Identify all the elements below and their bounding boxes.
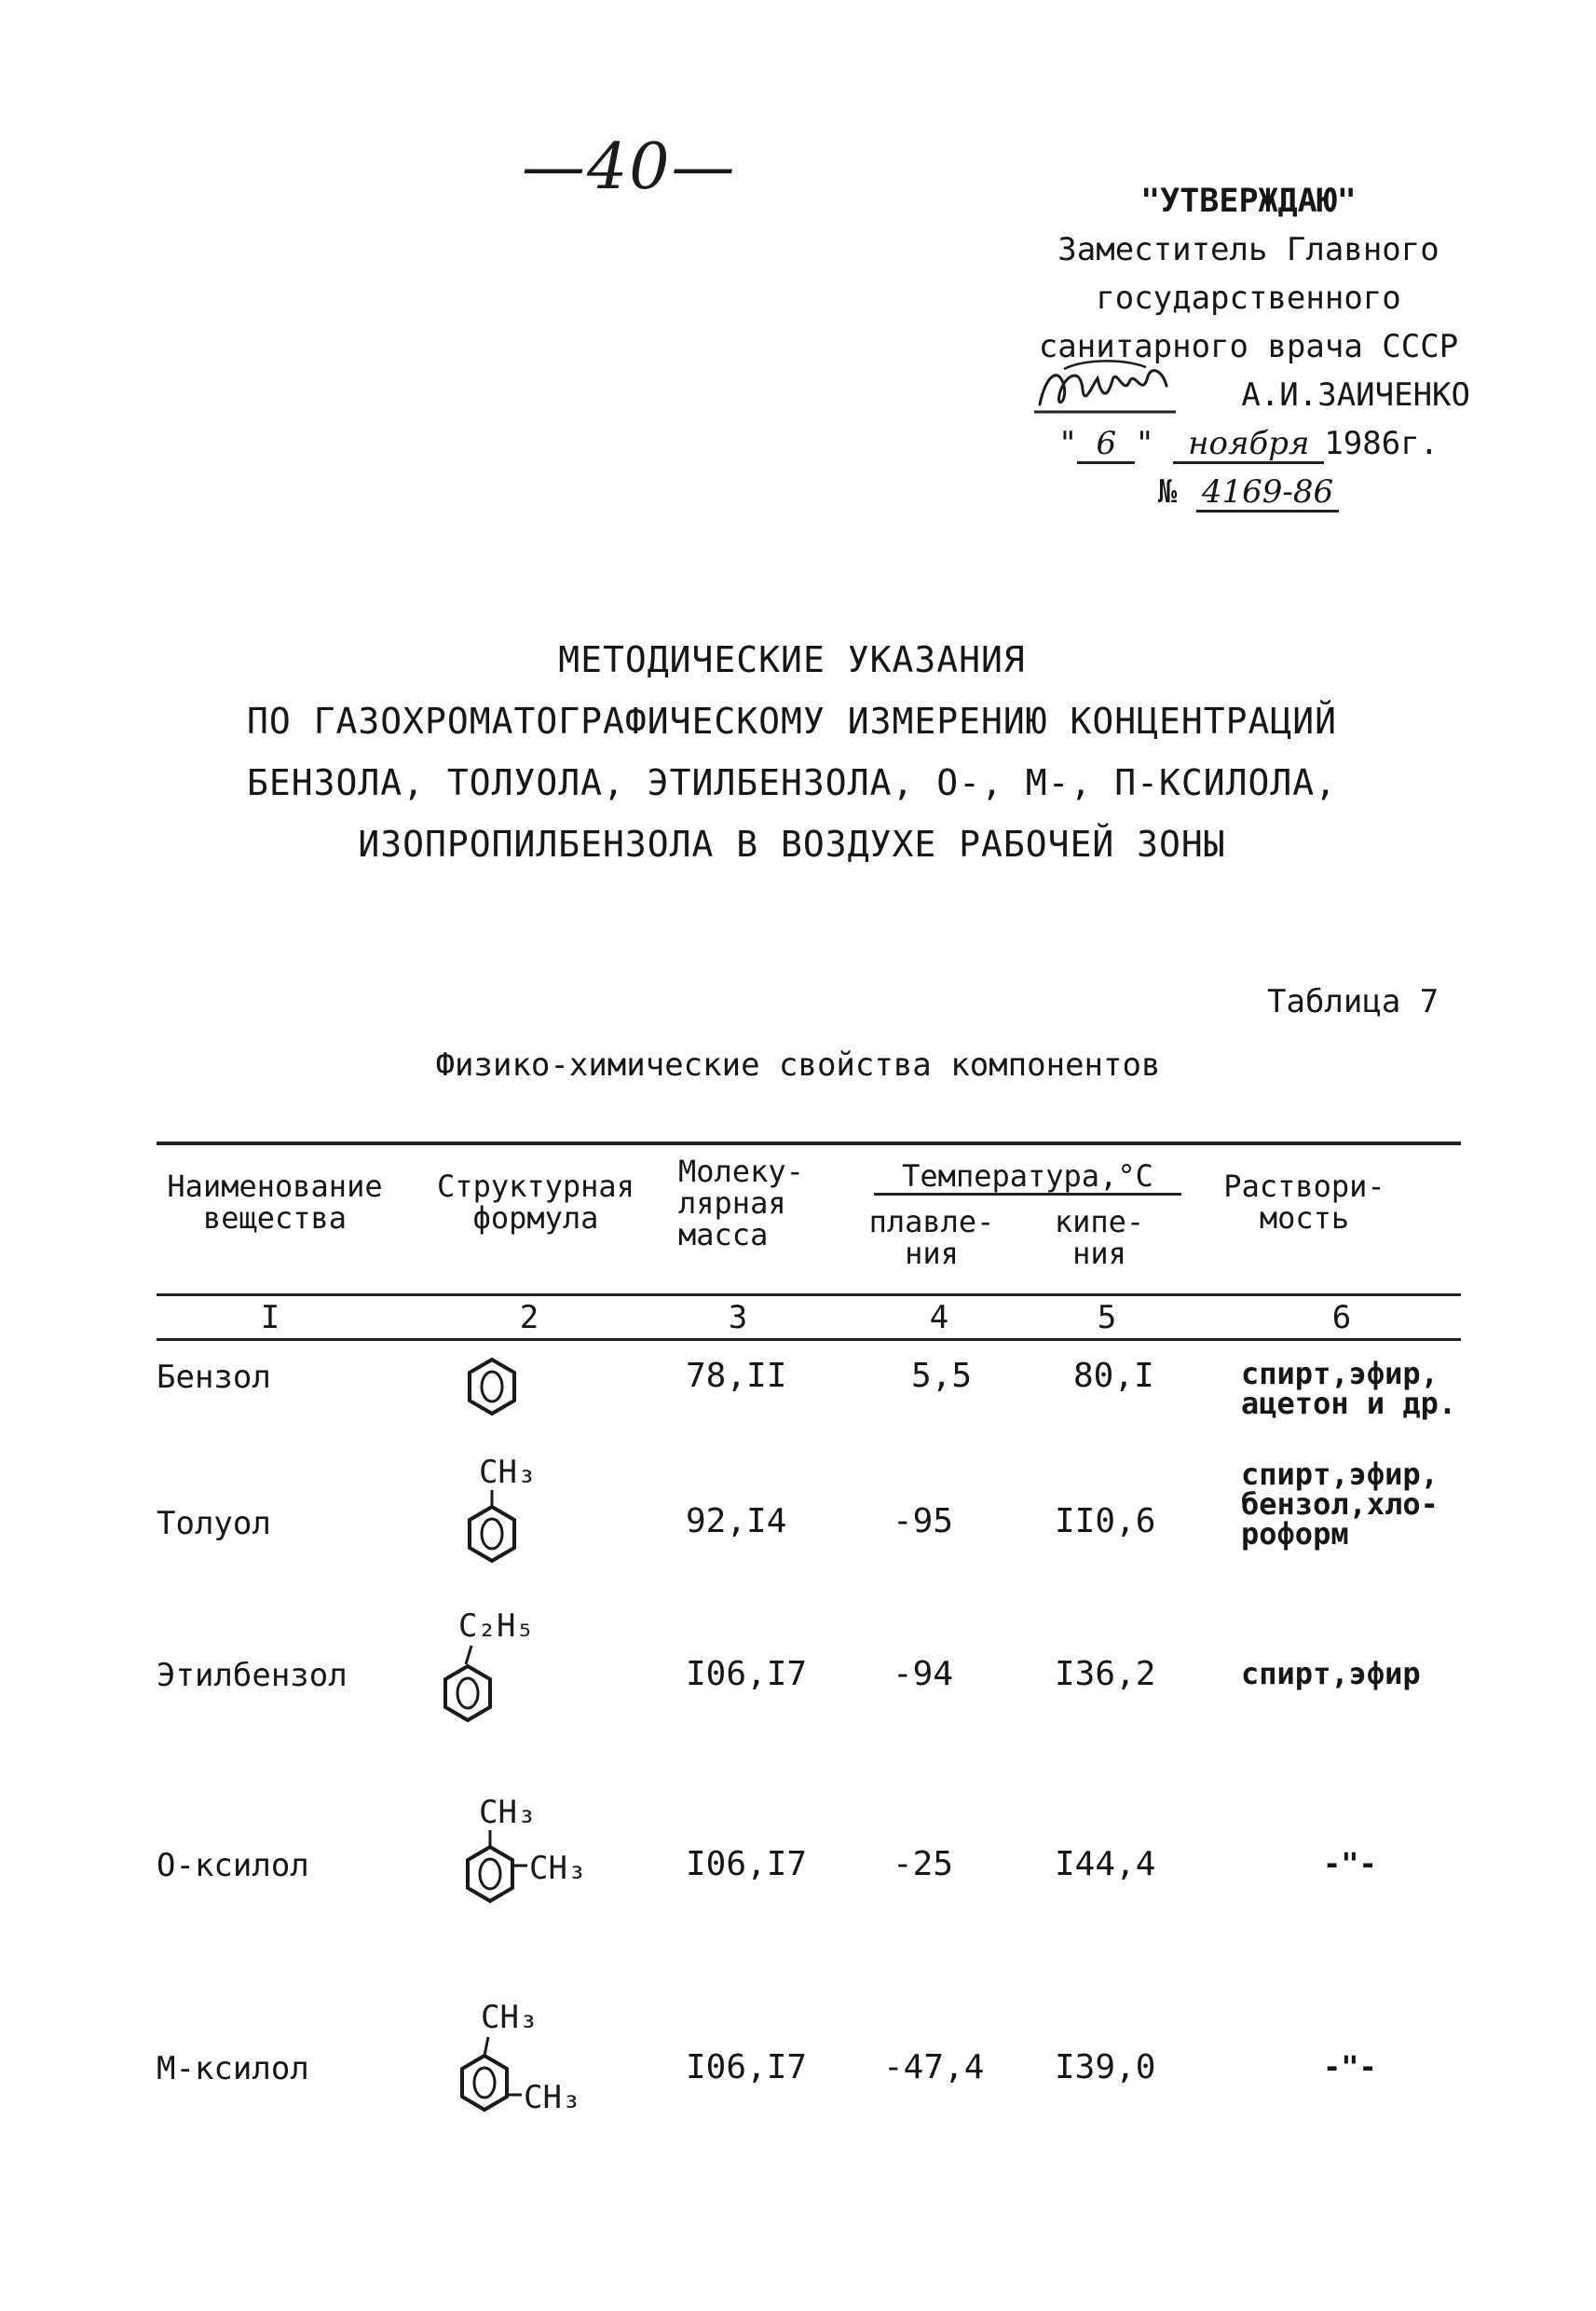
row-boiling-o-xylene: I44,4 xyxy=(1055,1845,1156,1883)
formula-group-label: CH₃ xyxy=(529,1850,587,1887)
column-number-1: I xyxy=(260,1299,280,1336)
column-number-2: 2 xyxy=(519,1299,539,1336)
row-name-o-xylene: О-ксилол xyxy=(157,1847,309,1884)
solubility-line: -"- xyxy=(1323,2049,1377,2085)
formula-group-label: C₂H₅ xyxy=(458,1607,535,1645)
row-boiling-ethylbenzene: I36,2 xyxy=(1055,1655,1156,1693)
header-name-line2: вещества xyxy=(202,1200,348,1236)
header-formula-line2: формула xyxy=(472,1200,599,1236)
column-number-5: 5 xyxy=(1097,1299,1117,1336)
row-mass-o-xylene: I06,I7 xyxy=(686,1845,808,1883)
row-solubility-ethylbenzene xyxy=(1241,1656,1421,1691)
column-number-6: 6 xyxy=(1331,1299,1352,1336)
approval-position-line2: государственного xyxy=(1096,280,1401,317)
header-name xyxy=(149,1170,401,1234)
column-number-4: 4 xyxy=(929,1299,949,1336)
row-melting-toluene: -95 xyxy=(893,1502,954,1540)
approval-block xyxy=(1006,177,1491,516)
o-xylene-structure-icon xyxy=(447,1789,634,1929)
approval-position-line3: санитарного врача СССР xyxy=(1038,328,1459,365)
row-solubility-m-xylene xyxy=(1323,2049,1377,2085)
header-melting xyxy=(857,1206,1006,1269)
number-value: 4169-86 xyxy=(1196,474,1339,513)
row-name-ethylbenzene: Этилбензол xyxy=(157,1657,348,1694)
date-year: 1986г. xyxy=(1324,425,1439,462)
approver-name: А.И.ЗАИЧЕНКО xyxy=(1241,376,1470,414)
approval-stamp: "УТВЕРЖДАЮ" xyxy=(1140,183,1357,220)
row-boiling-toluene: II0,6 xyxy=(1055,1502,1156,1540)
table-top-rule xyxy=(157,1142,1461,1145)
header-temperature: Температура,°С xyxy=(874,1159,1181,1196)
row-boiling-benzene: 80,I xyxy=(1073,1357,1154,1395)
document-title xyxy=(186,629,1398,875)
signature-row xyxy=(1006,371,1491,419)
table-number: Таблица 7 xyxy=(1267,983,1439,1020)
header-mass-line3: масса xyxy=(678,1217,769,1252)
row-melting-benzene: 5,5 xyxy=(911,1357,973,1395)
solubility-line: бензол,хло- xyxy=(1241,1486,1439,1522)
row-mass-m-xylene: I06,I7 xyxy=(686,2048,808,2086)
row-name-m-xylene: М-ксилол xyxy=(157,2050,309,2087)
approval-number xyxy=(1006,468,1491,516)
date-quote-open: " xyxy=(1057,425,1078,462)
handwritten-signature xyxy=(1027,358,1185,427)
column-number-3: 3 xyxy=(728,1299,748,1336)
formula-group-label: CH₃ xyxy=(481,1999,539,2036)
header-solubility-line1: Раствори- xyxy=(1223,1169,1385,1204)
row-mass-toluene: 92,I4 xyxy=(686,1502,787,1540)
row-melting-ethylbenzene: -94 xyxy=(893,1655,954,1693)
title-line-4: ИЗОПРОПИЛБЕНЗОЛА В ВОЗДУХЕ РАБОЧЕЙ ЗОНЫ xyxy=(358,824,1226,865)
formula-group-label: CH₃ xyxy=(524,2079,581,2116)
title-line-1: МЕТОДИЧЕСКИЕ УКАЗАНИЯ xyxy=(558,639,1026,680)
solubility-line: спирт,эфир, xyxy=(1241,1356,1439,1391)
header-mass xyxy=(678,1156,818,1251)
header-melting-line1: плавле- xyxy=(868,1204,995,1239)
page-number: —40— xyxy=(522,130,737,204)
table-number-rule xyxy=(157,1338,1461,1341)
row-boiling-m-xylene: I39,0 xyxy=(1055,2048,1156,2086)
header-name-line1: Наименование xyxy=(167,1169,383,1204)
header-formula xyxy=(410,1170,662,1234)
formula-group-label: CH₃ xyxy=(479,1454,537,1491)
table-caption: Физико-химические свойства компонентов xyxy=(435,1046,1161,1084)
header-solubility xyxy=(1211,1170,1398,1234)
date-month: ноября xyxy=(1173,426,1324,464)
solubility-line: -"- xyxy=(1323,1846,1377,1881)
row-name-toluene: Толуол xyxy=(157,1505,271,1542)
header-boiling-line1: кипе- xyxy=(1054,1204,1145,1239)
m-xylene-structure-icon xyxy=(447,1994,634,2143)
table-header-rule xyxy=(157,1293,1461,1296)
approval-position-line1: Заместитель Главного xyxy=(1057,231,1439,268)
row-name-benzene: Бензол xyxy=(157,1359,271,1396)
title-line-2: ПО ГАЗОХРОМАТОГРАФИЧЕСКОМУ ИЗМЕРЕНИЮ КОНЦЕНТРАЦИЙ xyxy=(246,701,1338,742)
header-mass-line1: Молеку- xyxy=(678,1154,804,1189)
title-line-3: БЕНЗОЛА, ТОЛУОЛА, ЭТИЛБЕНЗОЛА, О-, М-, П-КСИЛОЛА, xyxy=(246,762,1338,803)
row-solubility-o-xylene xyxy=(1323,1846,1377,1881)
toluene-structure-icon xyxy=(457,1449,559,1579)
solubility-line: ацетон и др. xyxy=(1241,1386,1457,1421)
ethylbenzene-structure-icon xyxy=(438,1603,568,1743)
row-melting-m-xylene: -47,4 xyxy=(883,2048,985,2086)
row-solubility-benzene xyxy=(1241,1356,1457,1421)
solubility-line: роформ xyxy=(1241,1516,1349,1552)
date-quote-close: " xyxy=(1135,425,1154,462)
solubility-line: спирт,эфир xyxy=(1241,1656,1421,1691)
formula-group-label: CH₃ xyxy=(479,1794,537,1831)
date-day: 6 xyxy=(1077,426,1135,464)
header-solubility-line2: мость xyxy=(1259,1200,1350,1236)
row-melting-o-xylene: -25 xyxy=(893,1845,954,1883)
row-solubility-toluene xyxy=(1241,1456,1439,1552)
header-melting-line2: ния xyxy=(905,1236,959,1271)
header-boiling-line2: ния xyxy=(1072,1236,1126,1271)
row-mass-ethylbenzene: I06,I7 xyxy=(686,1655,808,1693)
benzene-ring-icon xyxy=(466,1356,522,1427)
header-boiling xyxy=(1034,1206,1165,1269)
row-mass-benzene: 78,II xyxy=(686,1357,787,1395)
header-mass-line2: лярная xyxy=(678,1185,786,1221)
number-label: № xyxy=(1157,473,1178,511)
solubility-line: спирт,эфир, xyxy=(1241,1456,1439,1492)
header-formula-line1: Структурная xyxy=(437,1169,634,1204)
